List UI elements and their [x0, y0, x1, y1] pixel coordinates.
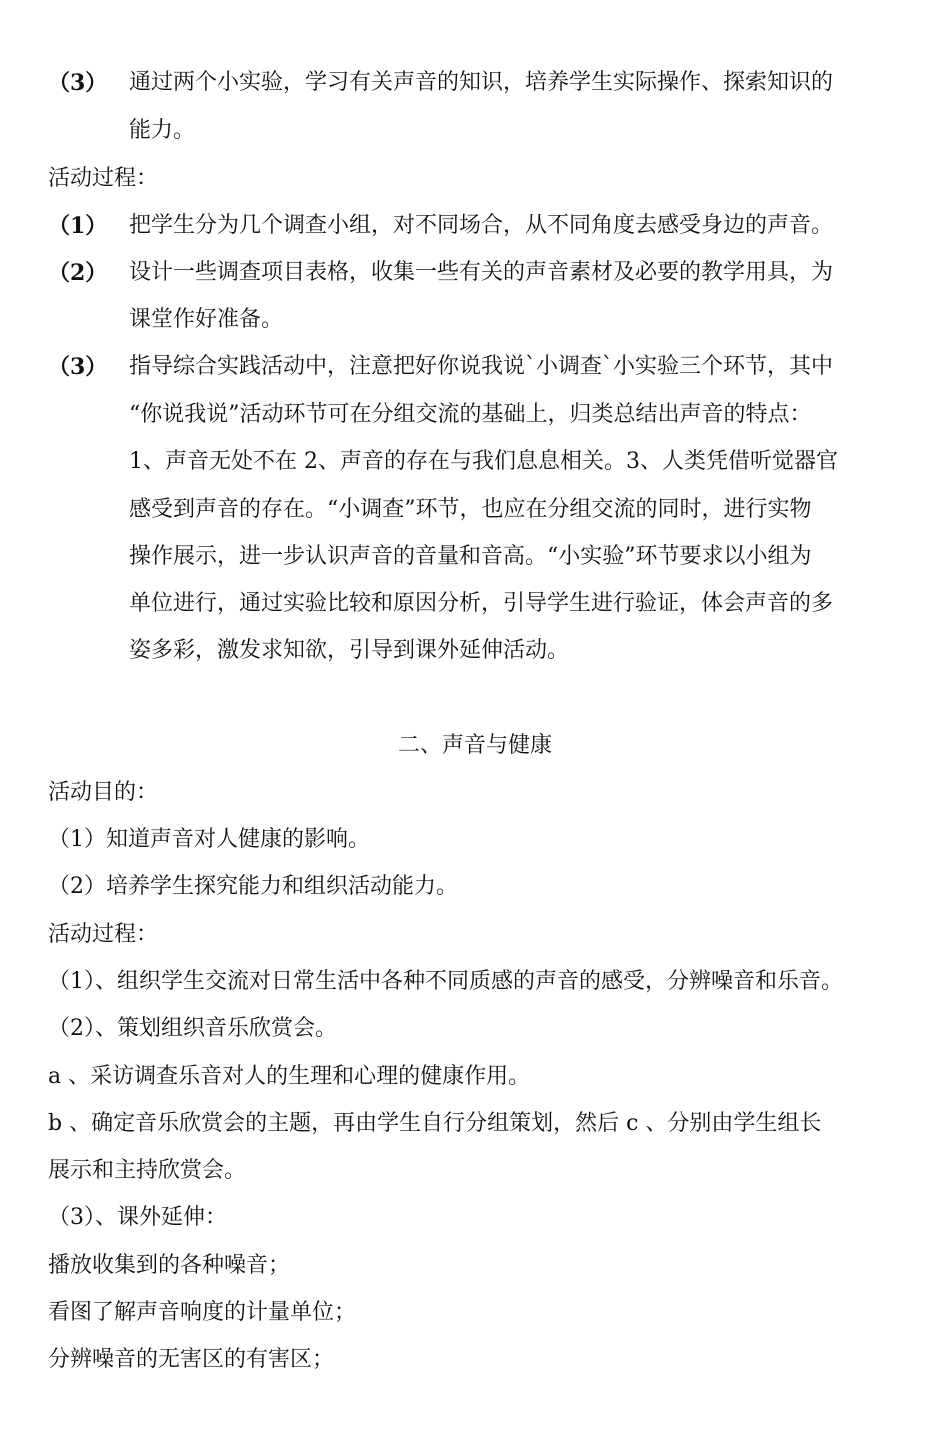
paragraph-line: 姿多彩，激发求知欲，引导到课外延伸活动。: [129, 638, 570, 663]
paragraph-line: 分辨噪音的无害区的有害区；: [48, 1347, 335, 1372]
paragraph-line: 通过两个小实验，学习有关声音的知识，培养学生实际操作、探索知识的: [129, 70, 834, 95]
section-heading: 活动目的：: [48, 780, 159, 805]
paragraph-line: 1、声音无处不在 2、声音的存在与我们息息相关。3、人类凭借听觉器官: [129, 449, 838, 474]
paragraph-line: a 、采访调查乐音对人的生理和心理的健康作用。: [48, 1064, 531, 1089]
paragraph-line: （1）、组织学生交流对日常生活中各种不同质感的声音的感受，分辨噪音和乐音。: [48, 969, 843, 994]
goal-item: （1）知道声音对人健康的影响。: [48, 827, 370, 852]
paragraph-line: 感受到声音的存在。“小调查”环节，也应在分组交流的同时，进行实物: [129, 497, 812, 522]
paragraph-line: 展示和主持欣赏会。: [48, 1158, 247, 1183]
paragraph-line: 能力。: [129, 118, 196, 143]
paragraph-line: （2）、策划组织音乐欣赏会。: [48, 1016, 337, 1041]
paragraph-line: 指导综合实践活动中，注意把好你说我说`小调查`小实验三个环节，其中: [129, 354, 834, 379]
section-heading: 活动过程：: [48, 166, 159, 191]
paragraph-line: 操作展示，进一步认识声音的音量和音高。“小实验”环节要求以小组为: [129, 544, 812, 569]
item-number: （3）: [48, 354, 108, 380]
paragraph-line: 播放收集到的各种噪音；: [48, 1253, 291, 1278]
paragraph-line: 课堂作好准备。: [129, 307, 284, 332]
paragraph-line: 把学生分为几个调查小组，对不同场合，从不同角度去感受身边的声音。: [129, 213, 834, 238]
item-number: （3）: [48, 70, 108, 96]
goal-item: （2）培养学生探究能力和组织活动能力。: [48, 874, 458, 899]
item-number: （1）: [48, 213, 108, 239]
paragraph-line: b 、确定音乐欣赏会的主题，再由学生自行分组策划，然后 c 、分别由学生组长: [48, 1111, 822, 1136]
section-title: 二、声音与健康: [397, 733, 552, 758]
paragraph-line: （3）、课外延伸：: [48, 1205, 227, 1230]
item-number: （2）: [48, 260, 108, 286]
paragraph-line: “你说我说”活动环节可在分组交流的基础上，归类总结出声音的特点：: [129, 402, 812, 427]
section-heading: 活动过程：: [48, 922, 159, 947]
paragraph-line: 看图了解声音响度的计量单位；: [48, 1300, 357, 1325]
paragraph-line: 设计一些调查项目表格，收集一些有关的声音素材及必要的教学用具，为: [129, 260, 834, 285]
paragraph-line: 单位进行，通过实验比较和原因分析，引导学生进行验证，体会声音的多: [129, 591, 834, 616]
